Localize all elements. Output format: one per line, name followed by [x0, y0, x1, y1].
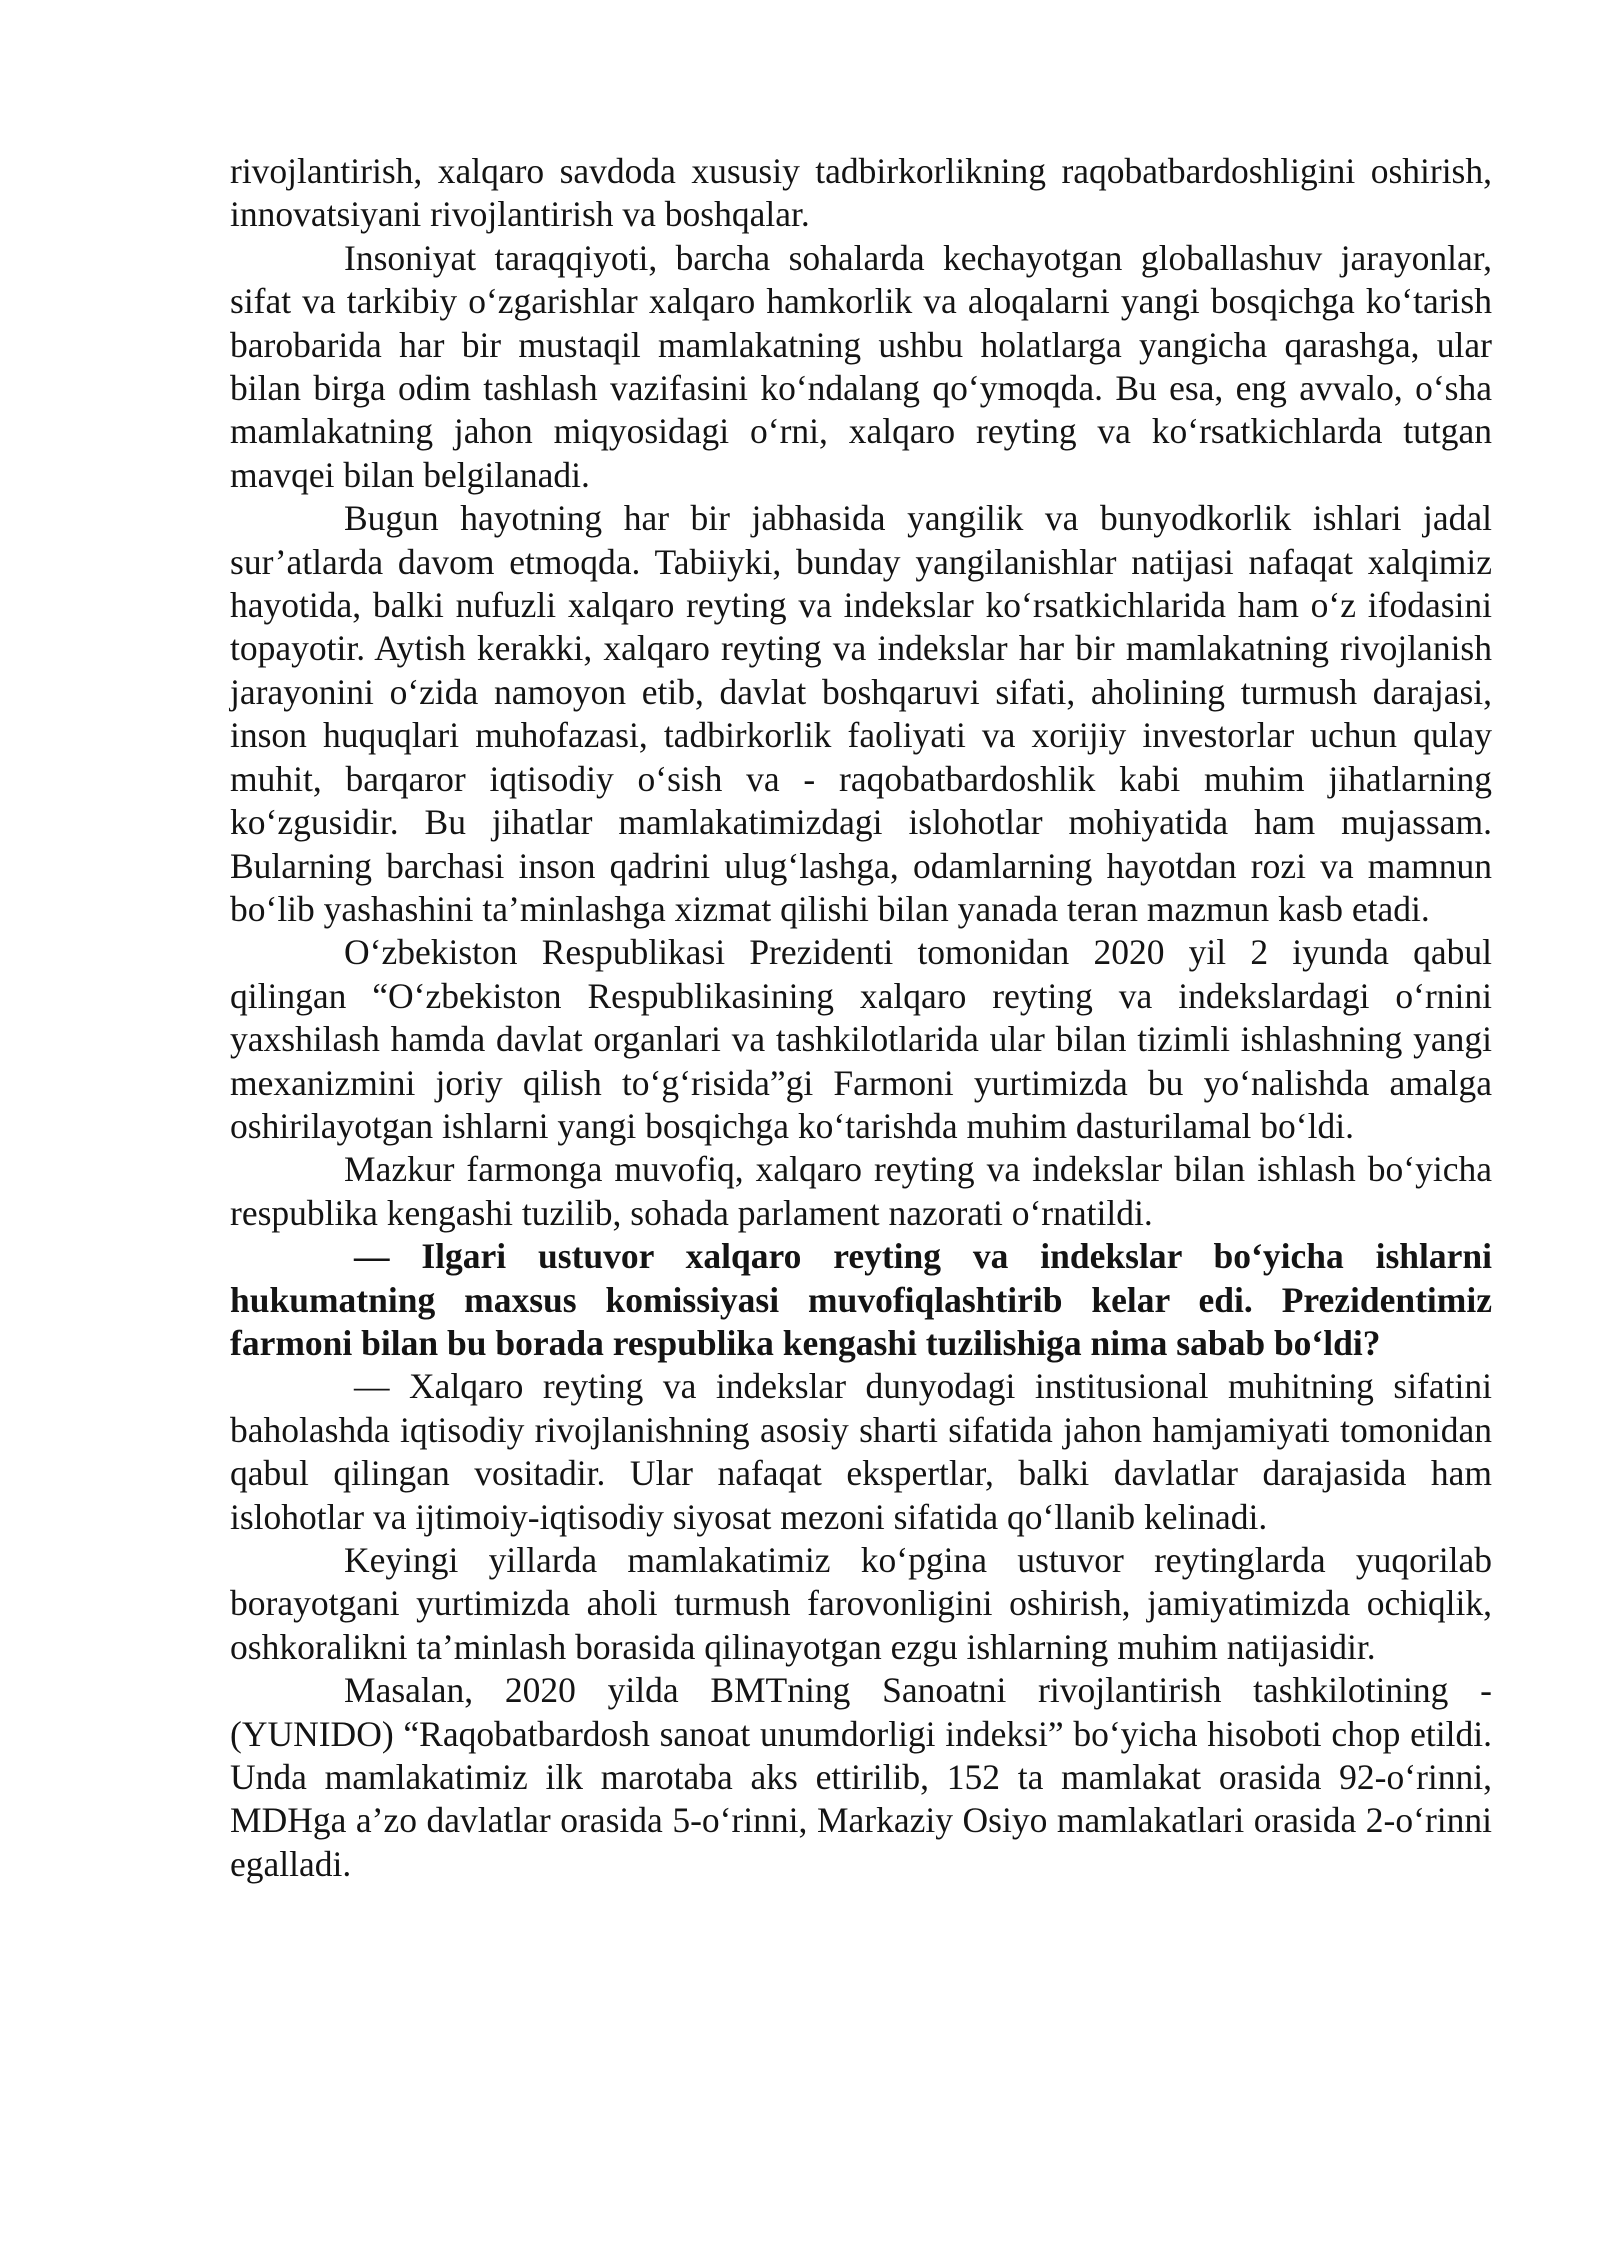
document-page — [230, 150, 1492, 1886]
paragraph-globalization: Insoniyat taraqqiyoti, barcha sohalarda kechayotgan globallashuv jarayonlar, sifat va tarkibiy oʻzgarishlar xalqaro hamkorlik va aloqalarni yangi bosqichga koʻtarish barobarida har bir mustaqil mamlakatning ushbu holatlarga yangicha qarashga, ular bilan birga odim tashlash vazifasini koʻndalang qoʻymoqda. Bu esa, eng avvalo, oʻsha mamlakatning jahon miqyosidagi oʻrni, xalqaro reyting va koʻrsatkichlarda tutgan mavqei bilan belgilanadi. — [230, 237, 1492, 495]
interview-question: — Ilgari ustuvor xalqaro reyting va indekslar boʻyicha ishlarni hukumatning maxsus komissiyasi muvofiqlashtirib kelar edi. Prezidentimiz farmoni bilan bu borada respublika kengashi tuzilishiga nima sabab boʻldi? — [230, 1236, 1492, 1363]
paragraph-presidential-decree: Oʻzbekiston Respublikasi Prezidenti tomonidan 2020 yil 2 iyunda qabul qilingan “Oʻzbekiston Respublikasining xalqaro reyting va indekslardagi oʻrnini yaxshilash hamda davlat organlari va tashkilotlarida ular bilan tizimli ishlashning yangi mexanizmini joriy qilish toʻgʻrisida”gi Farmoni yurtimizda bu yoʻnalishda amalga oshirilayotgan ishlarni yangi bosqichga koʻtarishda muhim dasturilamal boʻldi. — [230, 932, 1492, 1146]
interview-answer: — Xalqaro reyting va indekslar dunyodagi institusional muhitning sifatini baholashda iqtisodiy rivojlanishning asosiy sharti sifatida jahon hamjamiyati tomonidan qabul qilingan vositadir. Ular nafaqat ekspertlar, balki davlatlar darajasida ham islohotlar va ijtimoiy-iqtisodiy siyosat mezoni sifatida qoʻllanib kelinadi. — [230, 1366, 1492, 1537]
paragraph-reforms: Bugun hayotning har bir jabhasida yangilik va bunyodkorlik ishlari jadal sur’atlarda davom etmoqda. Tabiiyki, bunday yangilanishlar natijasi nafaqat xalqimiz hayotida, balki nufuzli xalqaro reyting va indekslar koʻrsatkichlarida ham oʻz ifodasini topayotir. Aytish kerakki, xalqaro reyting va indekslar har bir mamlakatning rivojlanish jarayonini oʻzida namoyon etib, davlat boshqaruvi sifati, aholining turmush darajasi, inson huquqlari muhofazasi, tadbirkorlik faoliyati va xorijiy investorlar uchun qulay muhit, barqaror iqtisodiy oʻsish va - raqobatbardoshlik kabi muhim jihatlarning koʻzgusidir. Bu jihatlar mamlakatimizdagi islohotlar mohiyatida ham mujassam. Bularning barchasi inson qadrini ulugʻlashga, odamlarning hayotdan rozi va mamnun boʻlib yashashini ta’minlashga xizmat qilishi bilan yanada teran mazmun kasb etadi. — [230, 498, 1492, 929]
paragraph-recent-years: Keyingi yillarda mamlakatimiz koʻpgina ustuvor reytinglarda yuqorilab borayotgani yurtimizda aholi turmush farovonligini oshirish, jamiyatimizda ochiqlik, oshkoralikni ta’minlash borasida qilinayotgan ezgu ishlarning muhim natijasidir. — [230, 1540, 1492, 1667]
paragraph-unido-example: Masalan, 2020 yilda BMTning Sanoatni rivojlantirish tashkilotining - (YUNIDO) “Raqobatbardosh sanoat unumdorligi indeksi” boʻyicha hisoboti chop etildi. Unda mamlakatimiz ilk marotaba aks ettirilib, 152 ta mamlakat orasida 92-oʻrinni, MDHga a’zo davlatlar orasida 5-oʻrinni, Markaziy Osiyo mamlakatlari orasida 2-oʻrinni egalladi. — [230, 1670, 1492, 1884]
paragraph-continuation: rivojlantirish, xalqaro savdoda xususiy tadbirkorlikning raqobatbardoshligini oshirish, innovatsiyani rivojlantirish va boshqalar. — [230, 151, 1492, 235]
paragraph-republic-council: Mazkur farmonga muvofiq, xalqaro reyting va indekslar bilan ishlash boʻyicha respublika kengashi tuzilib, sohada parlament nazorati oʻrnatildi. — [230, 1149, 1492, 1233]
